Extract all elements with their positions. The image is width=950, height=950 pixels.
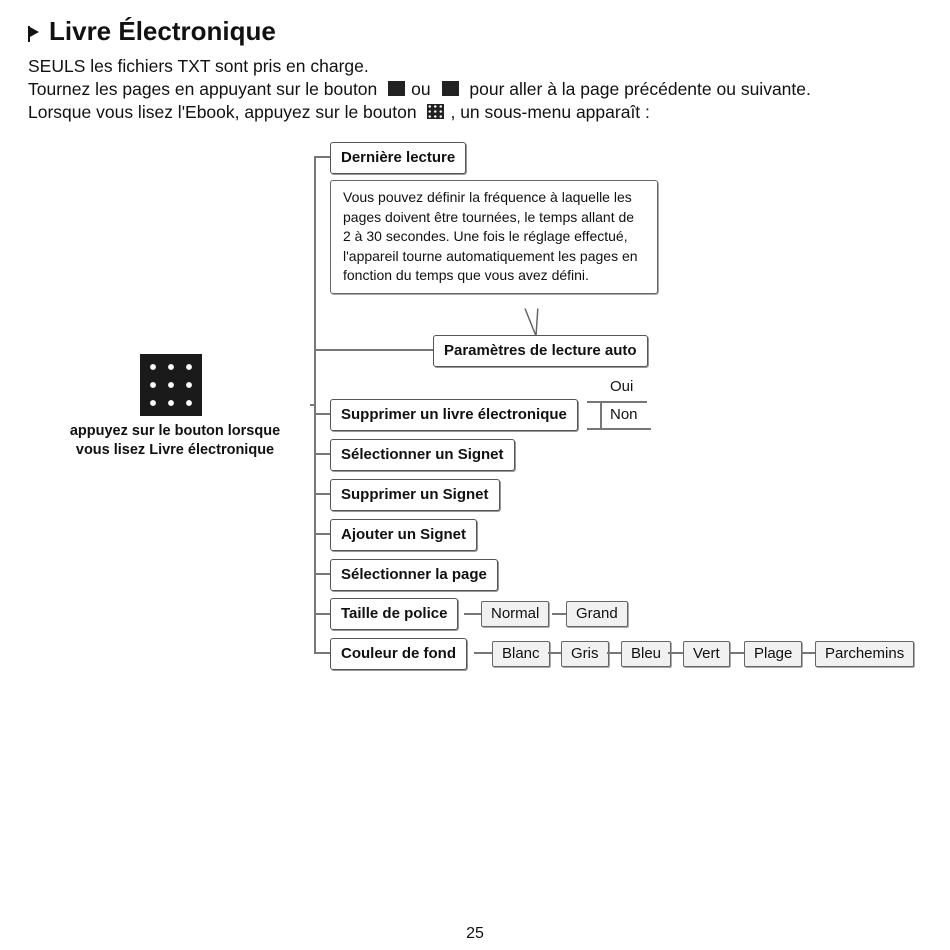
intro-line-3	[28, 101, 650, 124]
option-oui: Oui	[610, 378, 634, 395]
branch-5	[314, 493, 330, 495]
menu-background-color: Couleur de fond	[330, 638, 467, 670]
section-title-text: Livre Électronique	[49, 16, 276, 46]
menu-add-bookmark: Ajouter un Signet	[330, 519, 477, 551]
intro-line-1: SEULS les fichiers TXT sont pris en charge.	[28, 56, 369, 76]
intro-line-2-text-c: pour aller à la page précédente ou suivante.	[469, 79, 811, 99]
color-link-5	[729, 652, 744, 654]
color-option-bleu: Bleu	[621, 641, 671, 667]
menu-grid-icon	[140, 354, 202, 416]
font-link-2	[552, 613, 566, 615]
flag-icon	[28, 26, 39, 38]
color-option-vert: Vert	[683, 641, 730, 667]
branch-9	[314, 652, 330, 654]
color-option-gris: Gris	[561, 641, 609, 667]
branch-3	[314, 413, 330, 415]
color-option-parchemins: Parchemins	[815, 641, 914, 667]
callout-pointer	[520, 306, 544, 338]
intro-line-3-text-b: , un sous-menu apparaît :	[450, 102, 650, 122]
menu-select-page: Sélectionner la page	[330, 559, 498, 591]
menu-button-caption	[40, 422, 310, 460]
yes-no-divider	[600, 401, 602, 429]
color-option-blanc: Blanc	[492, 641, 550, 667]
font-option-grand: Grand	[566, 601, 628, 627]
branch-1	[314, 156, 330, 158]
intro-line-2-text-a: Tournez les pages en appuyant sur le bouton	[28, 79, 378, 99]
branch-6	[314, 533, 330, 535]
caption-line-1: appuyez sur le bouton lorsque	[69, 423, 281, 439]
page-number: 25	[466, 925, 484, 942]
color-link-3	[607, 652, 621, 654]
tree-trunk	[314, 156, 316, 653]
branch-7	[314, 573, 330, 575]
intro-line-2-text-b: ou	[411, 79, 431, 99]
menu-delete-bookmark: Supprimer un Signet	[330, 479, 500, 511]
menu-select-bookmark: Sélectionner un Signet	[330, 439, 515, 471]
color-link-1	[474, 652, 492, 654]
oui-underline	[587, 401, 647, 403]
menu-derniere-lecture: Dernière lecture	[330, 142, 466, 174]
font-option-normal: Normal	[481, 601, 549, 627]
section-title	[28, 16, 276, 47]
branch-2	[314, 349, 434, 351]
non-underline	[587, 428, 651, 430]
color-option-plage: Plage	[744, 641, 802, 667]
menu-delete-ebook: Supprimer un livre électronique	[330, 399, 578, 431]
menu-grid-button-icon	[427, 104, 444, 119]
intro-line-2	[28, 78, 811, 101]
prev-page-button-icon	[388, 81, 405, 96]
menu-auto-reading: Paramètres de lecture auto	[433, 335, 648, 367]
option-non: Non	[610, 406, 638, 423]
color-link-6	[801, 652, 815, 654]
color-link-2	[548, 652, 561, 654]
caption-line-2: vous lisez Livre électronique	[75, 442, 275, 458]
branch-4	[314, 453, 330, 455]
next-page-button-icon	[442, 81, 459, 96]
branch-8	[314, 613, 330, 615]
color-link-4	[668, 652, 683, 654]
auto-reading-note: Vous pouvez définir la fréquence à laquelle les pages doivent être tournées, le temps allant de 2 à 30 secondes. Une fois le réglage effectué, l'appareil tourne automatiquement les pages en fonction du temps que vous avez défini.	[330, 180, 658, 294]
font-link-1	[464, 613, 481, 615]
menu-font-size: Taille de police	[330, 598, 458, 630]
intro-line-3-text-a: Lorsque vous lisez l'Ebook, appuyez sur le bouton	[28, 102, 417, 122]
